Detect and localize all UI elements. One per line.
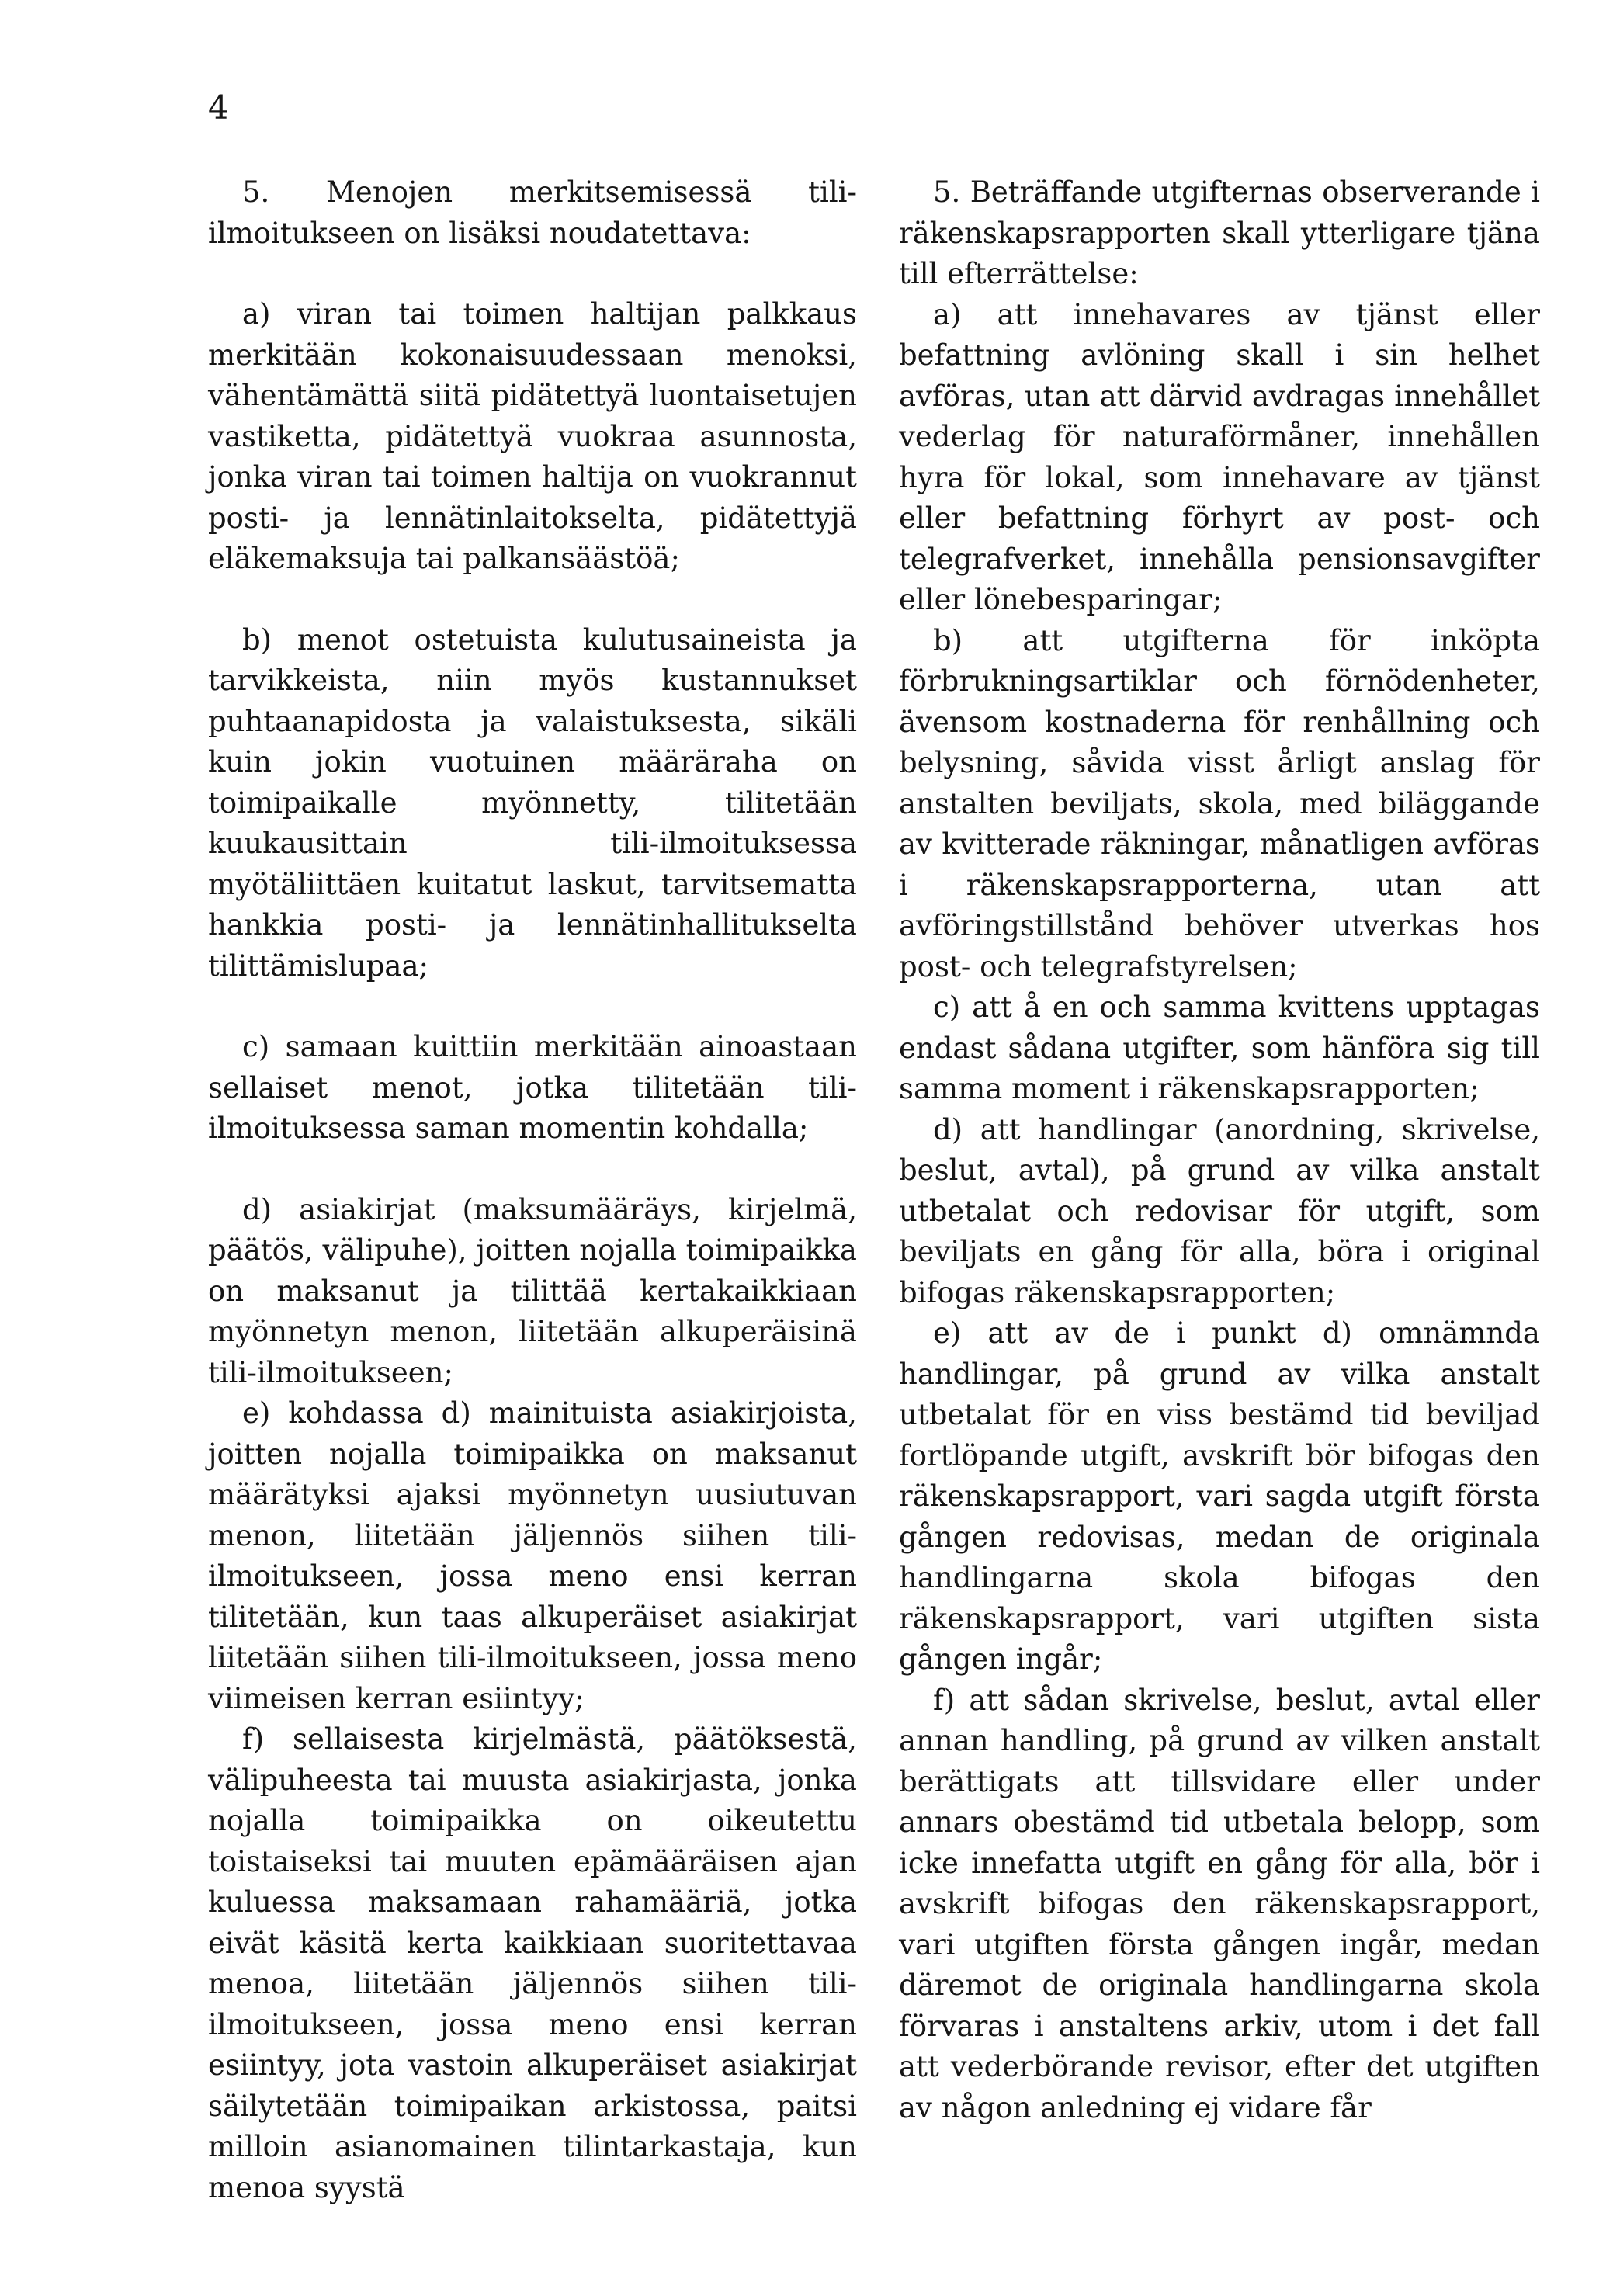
swedish-column xyxy=(899,172,1540,2128)
swedish-paragraph-7: f) att sådan skrivelse, beslut, avtal eller annan handling, på grund av vilken anstalt berättigats att tillsvidare eller under annars obestämd tid utbetala belopp, som icke innefatta utgift en gång för alla, bör i avskrift bifogas den räkenskapsrapport, vari utgiften första gången ingår, medan däremot de originala handlingarna skola förvaras i anstaltens arkiv, utom i det fall att vederbörande revisor, efter det utgiften av någon anledning ej vidare får xyxy=(899,1683,1540,2124)
swedish-paragraph-1: 5. Beträffande utgifternas observerande i räkenskapsrapporten skall ytterligare tjäna till efterrättelse: xyxy=(899,175,1540,290)
finnish-paragraph-5: d) asiakirjat (maksumääräys, kirjelmä, päätös, välipuhe), joitten nojalla toimipaikka on maksanut ja tilittää kertakaikkiaan myönnetyn menon, liitetään alkuperäisinä tili-ilmoitukseen; xyxy=(208,1192,857,1389)
swedish-paragraph-4: c) att å en och samma kvittens upptagas endast sådana utgifter, som hänföra sig till samma moment i räkenskapsrapporten; xyxy=(899,990,1540,1105)
finnish-paragraph-3: b) menot ostetuista kulutusaineista ja tarvikkeista, niin myös kustannukset puhtaanapidosta ja valaistuksesta, sikäli kuin jokin vuotuinen määräraha on toimipaikalle myönnetty, tilitetään kuukausittain tili-ilmoituksessa myötäliittäen kuitatut laskut, tarvitsematta hankkia posti- ja lennätinhallitukselta tilittämislupaa; xyxy=(208,623,857,983)
finnish-paragraph-6: e) kohdassa d) mainituista asiakirjoista, joitten nojalla toimipaikka on maksanut määrätyksi ajaksi myönnetyn uusiutuvan menon, liitetään jäljennös siihen tili-ilmoitukseen, jossa meno ensi kerran tilitetään, kun taas alkuperäiset asiakirjat liitetään siihen tili-ilmoitukseen, jossa meno viimeisen kerran esiintyy; xyxy=(208,1396,857,1715)
swedish-paragraph-5: d) att handlingar (anordning, skrivelse, beslut, avtal), på grund av vilka anstalt utbetalat och redovisar för utgift, som beviljats en gång för alla, böra i original bifogas räkenskapsrapporten; xyxy=(899,1112,1540,1309)
swedish-paragraph-6: e) att av de i punkt d) omnämnda handlingar, på grund av vilka anstalt utbetalat för en viss bestämd tid beviljad fortlöpande utgift, avskrift bör bifogas den räkenskapsrapport, vari sagda utgift första gången redovisas, medan de originala handlingarna skola bifogas den räkenskapsrapport, vari utgiften sista gången ingår; xyxy=(899,1316,1540,1676)
swedish-paragraph-2: a) att innehavares av tjänst eller befattning avlöning skall i sin helhet avföras, utan att därvid avdragas innehållet vederlag för naturaförmåner, innehållen hyra för lokal, som innehavare av tjänst eller befattning förhyrt av post- och telegrafverket, innehålla pensionsavgifter eller lönebesparingar; xyxy=(899,297,1540,616)
finnish-column xyxy=(208,172,857,2208)
finnish-paragraph-2: a) viran tai toimen haltijan palkkaus merkitään kokonaisuudessaan menoksi, vähentämättä siitä pidätettyä luontaisetujen vastiketta, pidätettyä vuokraa asunnosta, jonka viran tai toimen haltija on vuokrannut posti- ja lennätinlaitokselta, pidätettyjä eläkemaksuja tai palkansäästöä; xyxy=(208,297,857,575)
swedish-paragraph-3: b) att utgifterna för inköpta förbrukningsartiklar och förnödenheter, ävensom kostnaderna för renhållning och belysning, såvida visst årligt anslag för anstalten beviljats, skola, med biläggande av kvitterade räkningar, månatligen avföras i räkenskapsrapporterna, utan att avföringstillstånd behöver utverkas hos post- och telegrafstyrelsen; xyxy=(899,623,1540,983)
finnish-paragraph-4: c) samaan kuittiin merkitään ainoastaan sellaiset menot, jotka tilitetään tili-ilmoituksessa saman momentin kohdalla; xyxy=(208,1030,857,1145)
finnish-paragraph-7: f) sellaisesta kirjelmästä, päätöksestä, välipuheesta tai muusta asiakirjasta, jonka nojalla toimipaikka on oikeutettu toistaiseksi tai muuten epämääräisen ajan kuluessa maksamaan rahamääriä, jotka eivät käsitä kerta kaikkiaan suoritettavaa menoa, liitetään jäljennös siihen tili-ilmoitukseen, jossa meno ensi kerran esiintyy, jota vastoin alkuperäiset asiakirjat säilytetään toimipaikan arkistossa, paitsi milloin asianomainen tilintarkastaja, kun menoa syystä xyxy=(208,1722,857,2204)
finnish-paragraph-1: 5. Menojen merkitsemisessä tili-ilmoitukseen on lisäksi noudatettava: xyxy=(208,175,857,250)
page-number: 4 xyxy=(208,88,229,127)
